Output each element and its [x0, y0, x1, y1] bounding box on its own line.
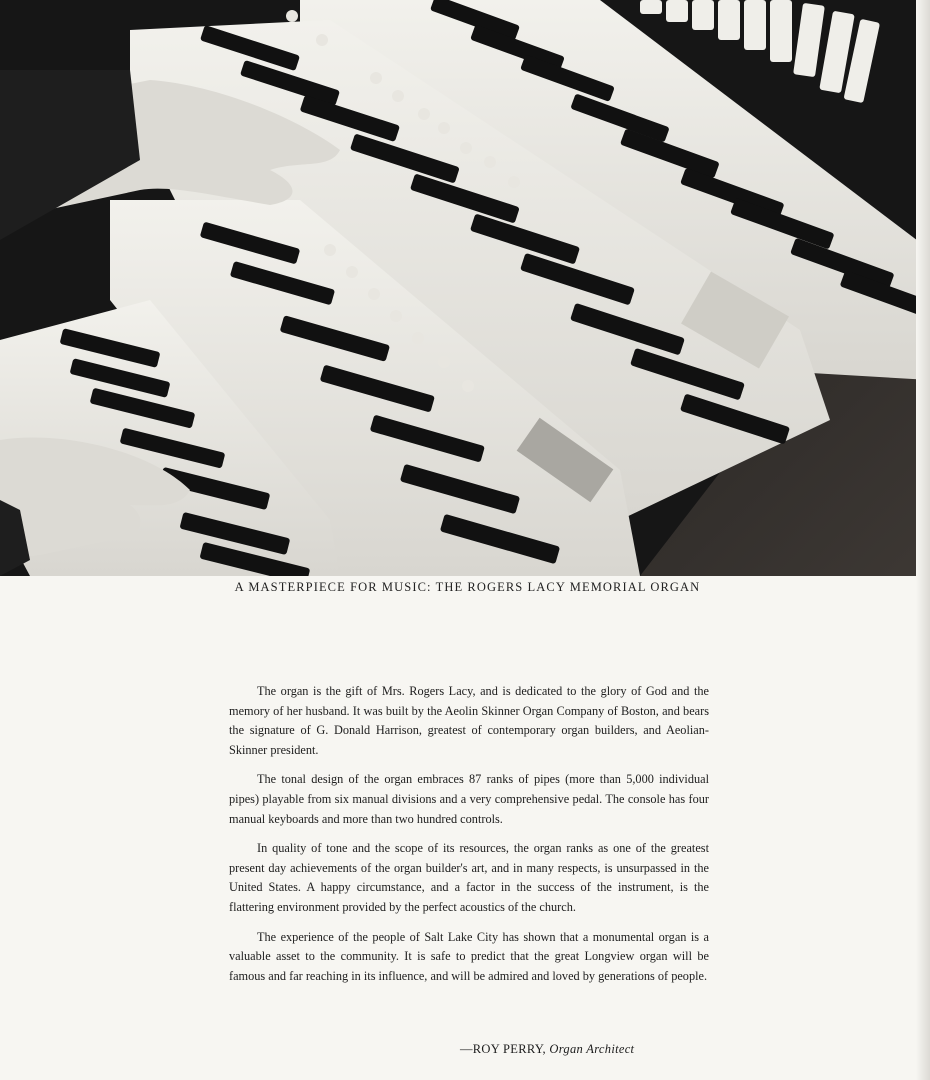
paragraph-experience: The experience of the people of Salt Lake City has shown that a monumental organ is a valuable asset to the community. It is safe to predict that the great Longview organ will be famous and far reaching in its influence, and will be admired and loved by generations of people.: [229, 929, 709, 983]
page-edge-shadow: [916, 0, 930, 1080]
photo-caption: A MASTERPIECE FOR MUSIC: THE ROGERS LACY MEMORIAL ORGAN: [234, 580, 701, 594]
paragraph-gift: The organ is the gift of Mrs. Rogers Lacy, and is dedicated to the glory of God and the memory of her husband. It was built by the Aeolin Skinner Organ Company of Boston, and bears the signature of G. Donald Harrison, greatest of contemporary organ builders, and Aeolian-Skinner president.: [229, 684, 709, 757]
article-body: [229, 682, 709, 996]
author-title: Organ Architect: [549, 1042, 635, 1056]
paragraph-tonal-design: The tonal design of the organ embraces 87 ranks of pipes (more than 5,000 individual pipes) playable from six manual divisions and a very comprehensive pedal. The console has four manual keyboards and more than two hundred controls.: [229, 772, 709, 826]
author-signature: [460, 1042, 634, 1057]
paragraph-quality: In quality of tone and the scope of its resources, the organ ranks as one of the greatest present day achievements of the organ builder's art, and in many respects, is unsurpassed in the United States. A happy circumstance, and a factor in the success of the instrument, is the flattering environment provided by the perfect acoustics of the church.: [229, 841, 709, 914]
author-name: —ROY PERRY,: [460, 1042, 546, 1056]
